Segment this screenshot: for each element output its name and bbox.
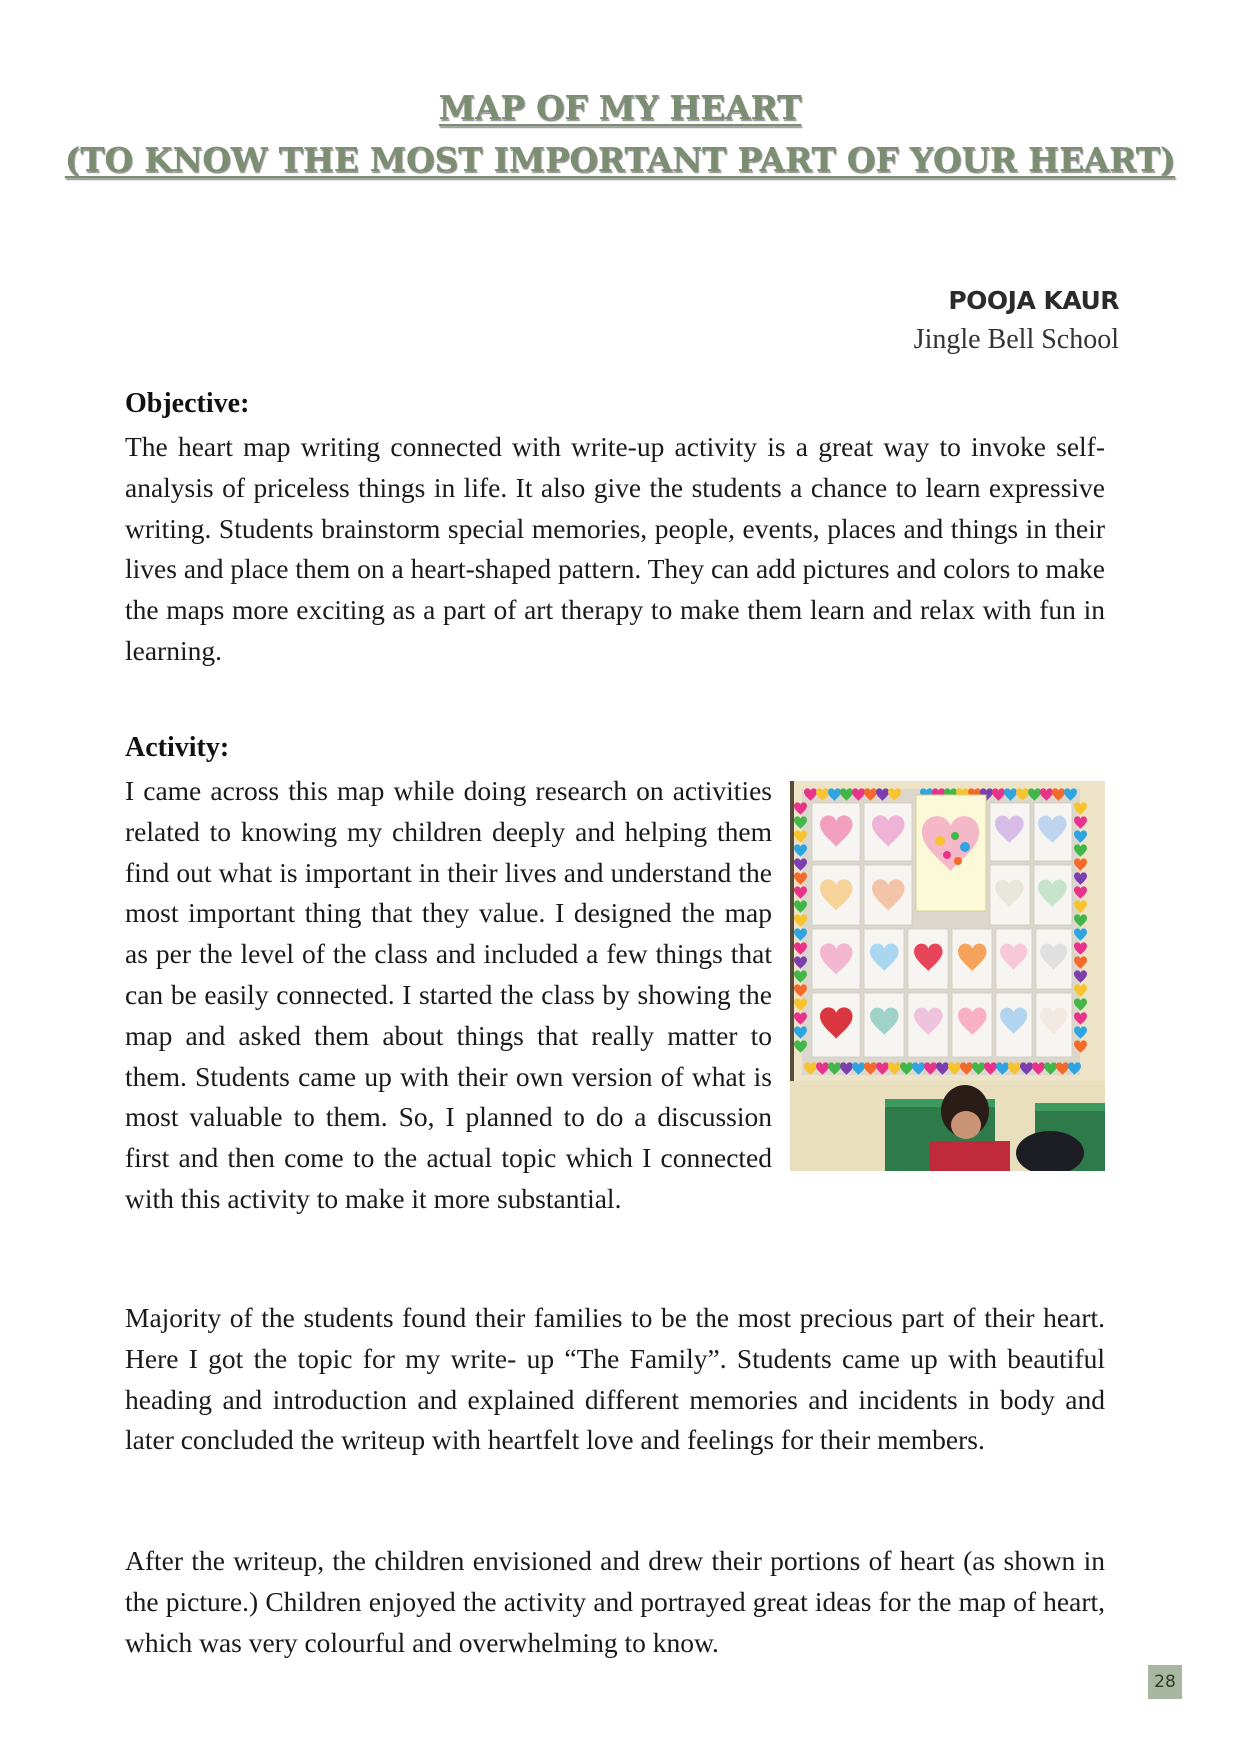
author-name: POOJA KAUR [948,286,1119,315]
page-title: MAP OF MY HEART [438,88,802,127]
activity-text: I came across this map while doing research on activities related to knowing my children deeply and helping them find out what is important in their lives and understand the most important thing that they value. I designed the map as per the level of the class and included a few things that can be easily connected. I started the class by showing the map and asked them about things that really matter to them. Students came up with their own version of what is most valuable to them. So, I planned to do a discussion first and then come to the actual topic which I connected with this activity to make it more substantial. [125,775,772,1214]
objective-text: The heart map writing connected with write-up activity is a great way to invoke self-analysis of priceless things in life. It also give the students a chance to learn expressive writing. Students brainstorm special memories, people, events, places and things in their lives and place them on a heart-shaped pattern. They can add pictures and colors to make the maps more exciting as a part of art therapy to make them learn and relax with fun in learning. [125,431,1105,666]
activity-section [125,771,1105,1220]
objective-heading: Objective: [125,388,250,419]
conclusion-paragraph: After the writeup, the children envisioned and drew their portions of heart (as shown in the picture.) Children enjoyed the activity and portrayed great ideas for the map of heart, which was very colourful and overwhelming to know. [125,1545,1105,1658]
heart-map-wall-image [790,781,1105,1171]
author-school: Jingle Bell School [913,324,1119,355]
page-number-badge: 28 [1148,1665,1182,1699]
heart-map-photo [790,781,1105,1171]
family-paragraph: Majority of the students found their families to be the most precious part of their heart. Here I got the topic for my write- up “The Family”. Students came up with beautiful heading and introduction and explained different memories and incidents in body and later concluded the writeup with heartfelt love and feelings for their members. [125,1302,1105,1456]
page-subtitle: (TO KNOW THE MOST IMPORTANT PART OF YOUR HEART) [64,140,1176,179]
activity-heading: Activity: [125,732,230,763]
